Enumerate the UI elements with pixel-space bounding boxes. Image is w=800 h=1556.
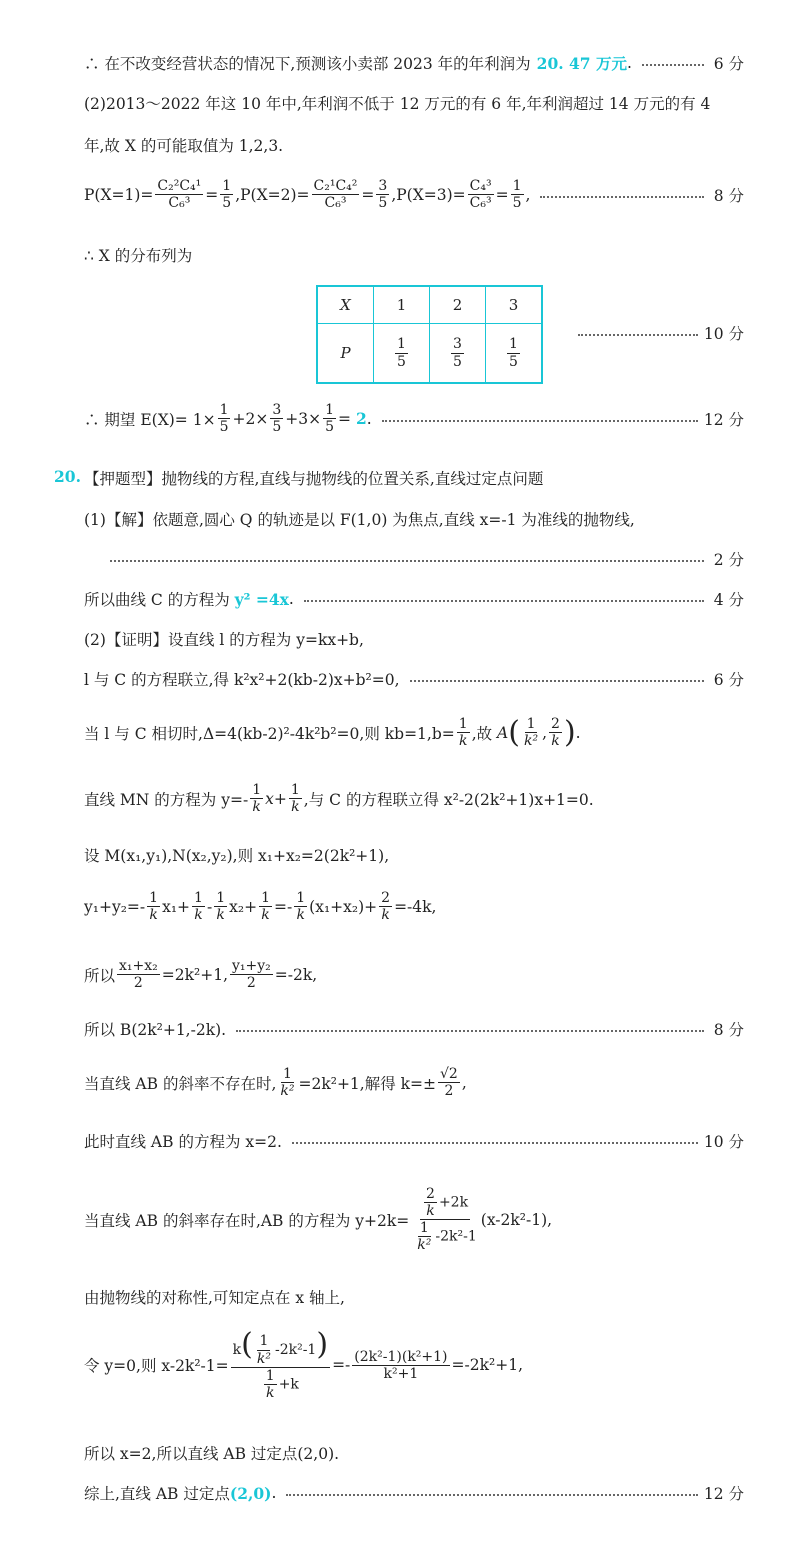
line-16: 所以 $\frac{\text{x₁+x₂}}{2}$ =2k²+1, $\frac{\text{y₁+y₂}}{2}$ =-2k,	[84, 958, 318, 992]
dot-leader	[236, 1030, 704, 1032]
dot-leader	[286, 1494, 697, 1496]
table-cell: $\frac{3}{5}$	[430, 324, 486, 384]
dot-leader	[110, 560, 704, 562]
question-title: 【押题型】抛物线的方程,直线与抛物线的位置关系,直线过定点问题	[84, 470, 544, 488]
score-label: 8 分	[713, 1021, 744, 1039]
table-cell: 3	[486, 286, 543, 324]
table-cell: P	[317, 324, 374, 384]
answer-highlight: (2,0)	[229, 1483, 272, 1503]
line-19: 此时直线 AB 的方程为 x=2. 10 分	[84, 1130, 744, 1152]
answer-highlight: 2	[355, 409, 367, 429]
line-14: 设 M(x₁,y₁),N(x₂,y₂),则 x₁+x₂=2(2k²+1),	[84, 847, 390, 865]
dot-leader	[642, 64, 704, 66]
line-2: (2)2013～2022 年这 10 年中,年利润不低于 12 万元的有 6 年,年利润超过 14 万元的有 4	[84, 95, 711, 113]
line-15: y₁+y₂=- $\frac{1}{k}$ x₁+ $\frac{1}{k}$ - $\frac{1}{k}$ x₂+ $\frac{1}{k}$ =- $\frac{1}{k}$ (x₁+x₂)+ $\frac{2}{k}$ =-4k,	[84, 890, 437, 924]
line-7: (1)【解】依题意,圆心 Q 的轨迹是以 F(1,0) 为焦点,直线 x=-1 为准线的抛物线,	[84, 511, 635, 529]
dot-leader	[304, 600, 704, 602]
dot-leader	[578, 334, 698, 336]
score-label: 12 分	[703, 1485, 744, 1503]
line-12: 当 l 与 C 相切时,Δ=4(kb-2)²-4k²b²=0,则 kb=1,b= $\frac{1}{k}$ ,故 A ( $\frac{1}{\text{k²}}$ , $\frac{2}{k}$ ) .	[84, 714, 581, 750]
line-9: 所以曲线 C 的方程为 y² =4x . 4 分	[84, 589, 744, 609]
table-cell: $\frac{1}{5}$	[374, 324, 430, 384]
dot-leader	[540, 196, 704, 198]
line-23: 所以 x=2,所以直线 AB 过定点(2,0).	[84, 1445, 340, 1463]
line-11: l 与 C 的方程联立,得 k²x²+2(kb-2)x+b²=0, 6 分	[84, 668, 744, 690]
answer-highlight: y² =4x	[234, 589, 289, 609]
line-24: 综上,直线 AB 过定点 (2,0) . 12 分	[84, 1483, 744, 1503]
score-label: 12 分	[703, 410, 744, 429]
score-label: 4 分	[713, 591, 744, 609]
table-cell: $\frac{1}{5}$	[486, 324, 543, 384]
line-17: 所以 B(2k²+1,-2k). 8 分	[84, 1018, 744, 1040]
table-score-line	[578, 322, 744, 344]
probability-line: P(X=1)= $\frac{\text{C₂²C₄¹}}{\text{C₆³}}$ = $\frac{1}{5}$ ,P(X=2)= $\frac{\text{C₂¹C₄²}}{\text{C₆³}}$ = $\frac{3}{5}$ ,P(X=3)= $\frac{\text{C₄³}}{\text{C₆³}}$ = $\frac{1}{5}$ , 8 分	[84, 178, 744, 212]
expectation-line: ∴ 期望 E(X)= 1× $\frac{1}{5}$ +2× $\frac{3}{5}$ +3× $\frac{1}{5}$ = 2 . 12 分	[84, 402, 744, 436]
table-cell: 2	[430, 286, 486, 324]
score-label: 2 分	[713, 551, 744, 569]
dot-leader	[410, 680, 704, 682]
score-label: 10 分	[703, 325, 744, 343]
question-number: 20.	[54, 467, 81, 486]
line-3: 年,故 X 的可能取值为 1,2,3.	[84, 137, 284, 155]
distribution-table	[316, 285, 543, 384]
line-22: 令 y=0,则 x-2k²-1= k( $\frac{1}{\text{k²}}$ -2k²-1) $\frac{1}{k}$ +k =- $\frac{\text{(2k²-1)(k²+1)}}{\text{k²+1}}$ =-2k²+1,	[84, 1327, 523, 1401]
table-cell: 1	[374, 286, 430, 324]
answer-highlight: 20. 47 万元	[536, 54, 627, 73]
line-10: (2)【证明】设直线 l 的方程为 y=kx+b,	[84, 631, 364, 649]
table-cell: X	[317, 286, 374, 324]
line-13: 直线 MN 的方程为 y=- $\frac{1}{k}$ x + $\frac{1}{k}$ ,与 C 的方程联立得 x²-2(2k²+1)x+1=0.	[84, 782, 594, 816]
line-8	[110, 548, 744, 570]
dot-leader	[382, 420, 698, 422]
score-label: 6 分	[713, 55, 744, 73]
line-5: ∴ X 的分布列为	[84, 247, 193, 265]
line-18: 当直线 AB 的斜率不存在时, $\frac{1}{\text{k²}}$ =2k²+1,解得 k=± $\frac{√2}{2}$ ,	[84, 1066, 467, 1100]
score-label: 6 分	[713, 671, 744, 689]
line-21: 由抛物线的对称性,可知定点在 x 轴上,	[84, 1289, 345, 1307]
score-label: 10 分	[703, 1133, 744, 1151]
dot-leader	[292, 1142, 698, 1144]
line-1: ∴ 在不改变经营状态的情况下,预测该小卖部 2023 年的年利润为 20. 47 万元 . 6 分	[84, 54, 744, 73]
line-20: 当直线 AB 的斜率存在时,AB 的方程为 y+2k= $\frac{2}{k}$ +2k $\frac{1}{\text{k²}}$ -2k²-1 (x-2k²-1),	[84, 1186, 553, 1254]
score-label: 8 分	[713, 186, 744, 205]
